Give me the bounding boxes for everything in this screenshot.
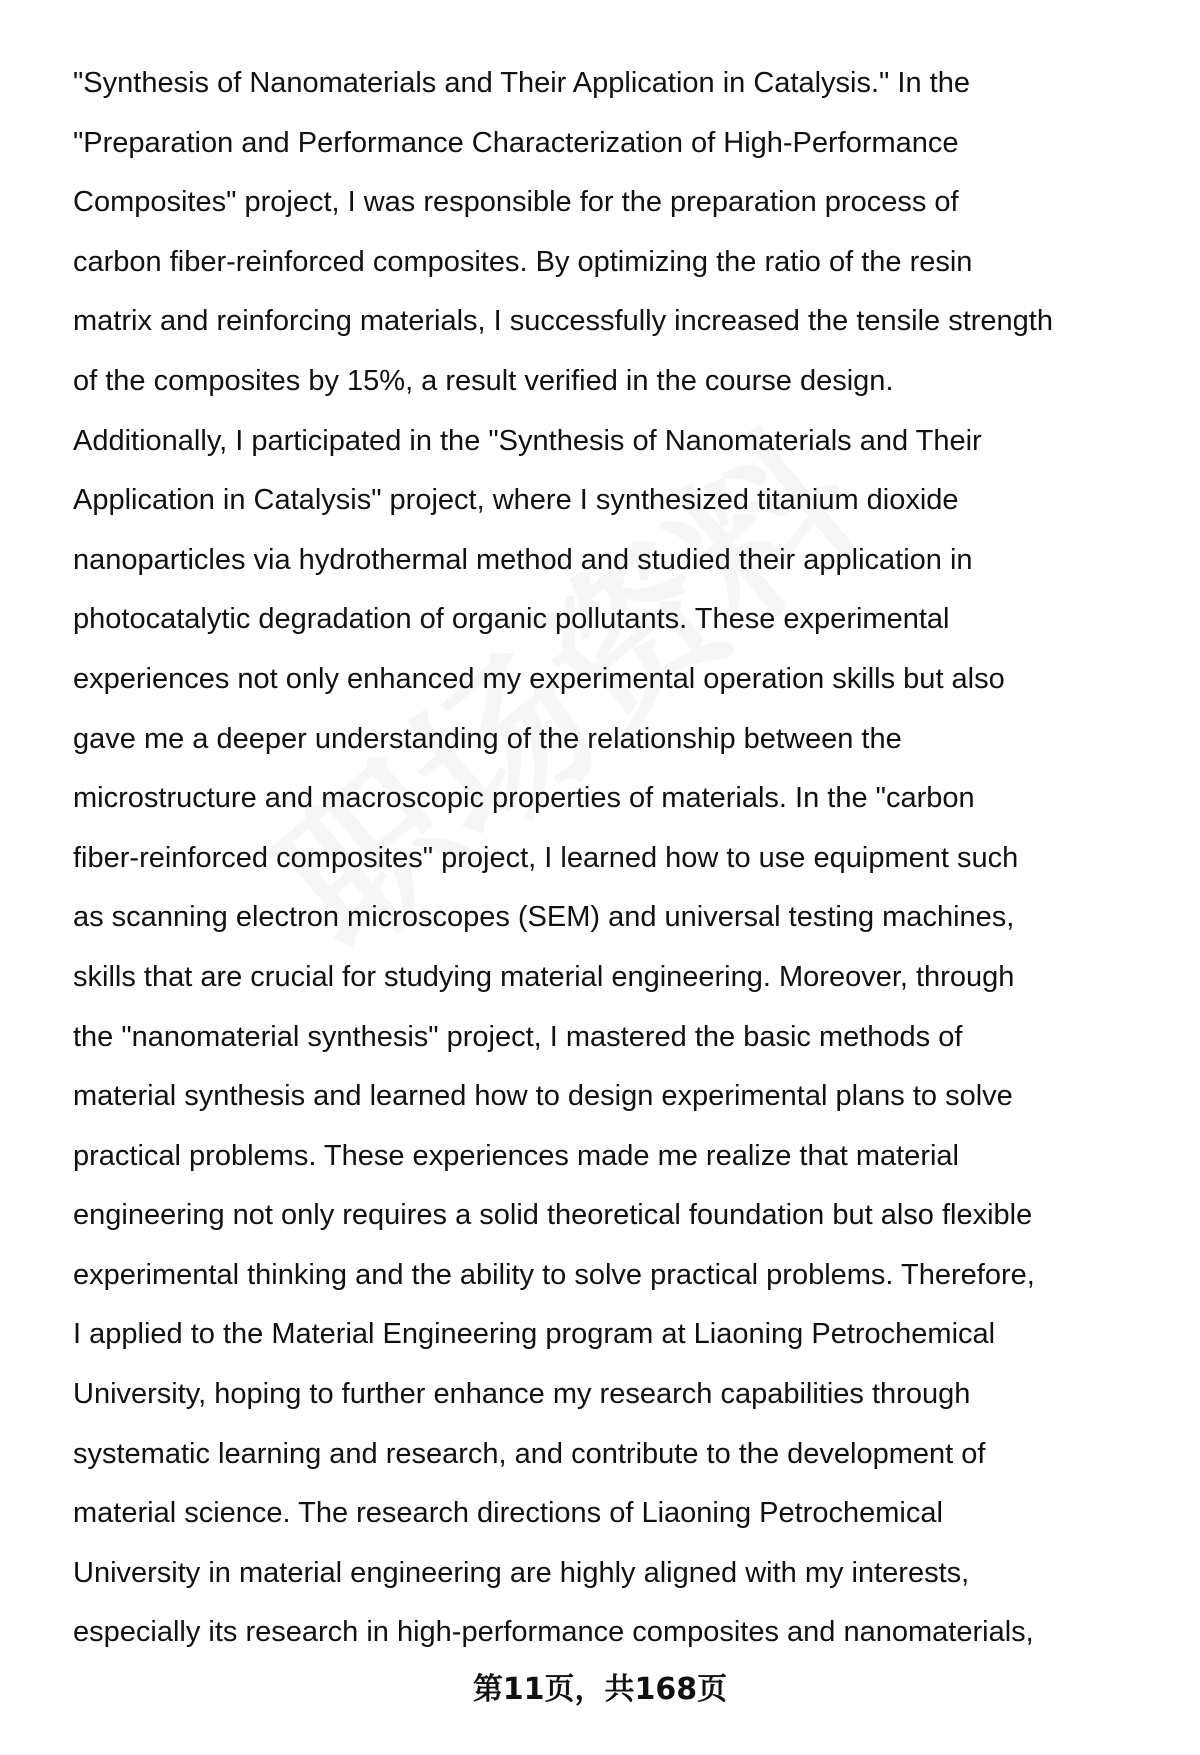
text-line: University, hoping to further enhance my research capabilities through: [73, 1378, 971, 1411]
text-line: skills that are crucial for studying material engineering. Moreover, through: [73, 960, 1015, 993]
text-line: I applied to the Material Engineering program at Liaoning Petrochemical: [73, 1318, 996, 1351]
text-line: Application in Catalysis" project, where I synthesized titanium dioxide: [73, 484, 959, 517]
text-line: microstructure and macroscopic properties of materials. In the "carbon: [73, 782, 975, 815]
text-line: "Preparation and Performance Characterization of High-Performance: [73, 126, 959, 159]
text-line: practical problems. These experiences made me realize that material: [73, 1139, 959, 1172]
text-line: University in material engineering are highly aligned with my interests,: [73, 1556, 970, 1589]
text-line: experiences not only enhanced my experimental operation skills but also: [73, 662, 1005, 695]
text-line: engineering not only requires a solid theoretical foundation but also flexible: [73, 1199, 1033, 1232]
text-line: the "nanomaterial synthesis" project, I mastered the basic methods of: [73, 1020, 963, 1053]
text-line: gave me a deeper understanding of the relationship between the: [73, 722, 902, 755]
text-line: Additionally, I participated in the "Synthesis of Nanomaterials and Their: [73, 424, 982, 457]
text-line: material synthesis and learned how to design experimental plans to solve: [73, 1080, 1013, 1113]
text-line: matrix and reinforcing materials, I successfully increased the tensile strength: [73, 305, 1053, 338]
text-line: systematic learning and research, and contribute to the development of: [73, 1437, 986, 1470]
text-line: Composites" project, I was responsible for the preparation process of: [73, 186, 959, 219]
text-line: of the composites by 15%, a result verified in the course design.: [73, 364, 894, 397]
text-line: "Synthesis of Nanomaterials and Their Application in Catalysis." In the: [73, 67, 970, 99]
text-line: as scanning electron microscopes (SEM) and universal testing machines,: [73, 901, 1015, 934]
text-line: carbon fiber-reinforced composites. By optimizing the ratio of the resin: [73, 245, 973, 278]
text-line: photocatalytic degradation of organic pollutants. These experimental: [73, 603, 950, 636]
text-line: material science. The research directions of Liaoning Petrochemical: [73, 1497, 943, 1530]
text-line: nanoparticles via hydrothermal method and studied their application in: [73, 543, 973, 576]
text-line: fiber-reinforced composites" project, I learned how to use equipment such: [73, 841, 1019, 874]
text-line: especially its research in high-performance composites and nanomaterials,: [73, 1616, 1034, 1649]
page-number: 第11页，共168页: [472, 1672, 728, 1707]
text-line: experimental thinking and the ability to solve practical problems. Therefore,: [73, 1258, 1035, 1291]
body-paragraph: [73, 54, 1173, 1663]
